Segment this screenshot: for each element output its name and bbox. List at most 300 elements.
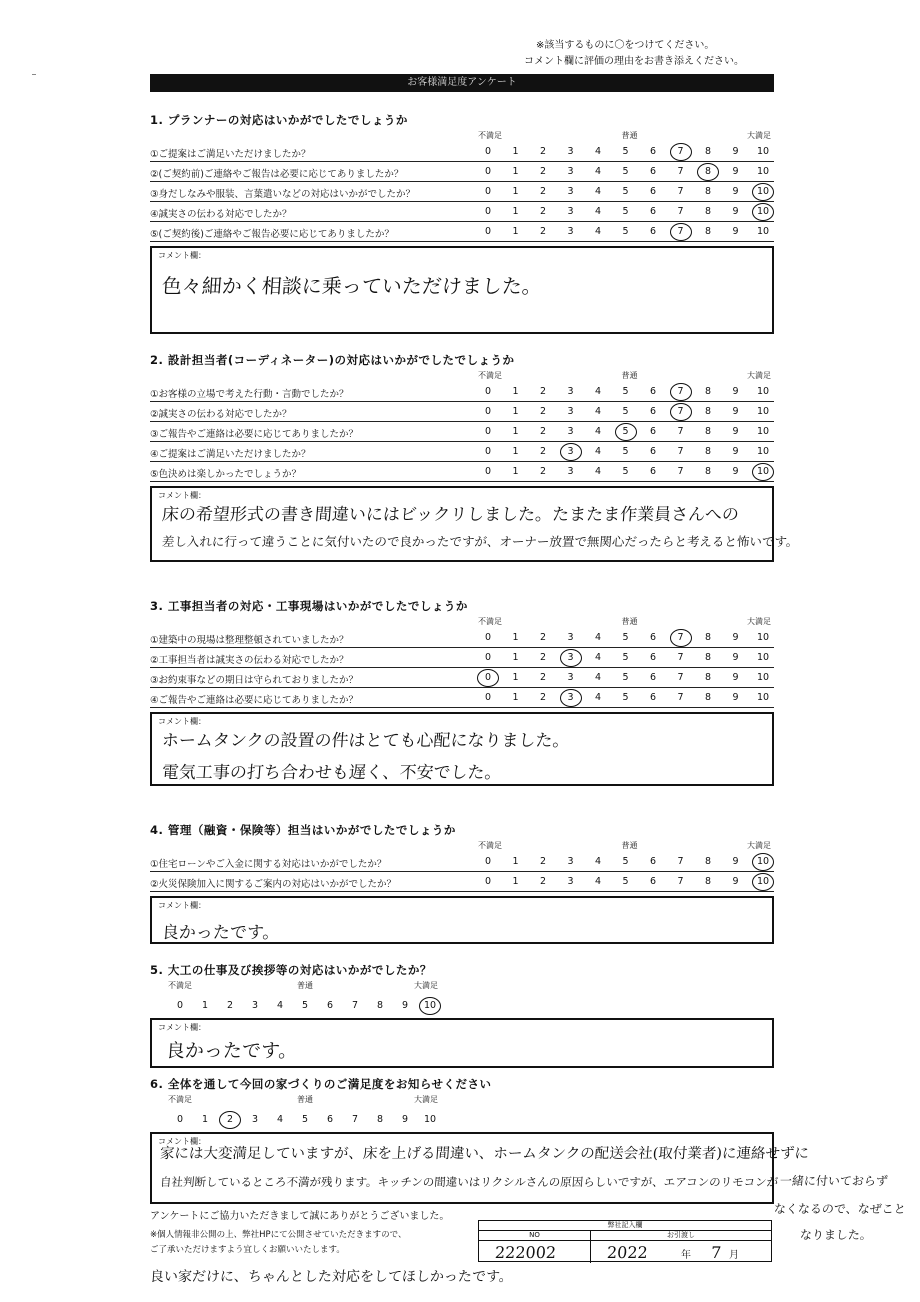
scale-header <box>150 838 774 852</box>
score-option-4[interactable]: 4 <box>594 652 602 663</box>
score-option-4[interactable]: 4 <box>594 386 602 397</box>
scale-label-mid: 普通 <box>621 841 638 850</box>
instruction-note-2: コメント欄に評価の理由をお書き添えください。 <box>524 56 744 67</box>
score-option-3[interactable]: 3 <box>567 166 574 177</box>
selected-score-circle <box>419 997 441 1015</box>
score-option-9[interactable]: 9 <box>732 426 739 437</box>
question-row <box>150 648 774 668</box>
score-option-5[interactable]: 5 <box>301 1114 309 1125</box>
score-option-4[interactable]: 4 <box>594 466 602 477</box>
score-option-8[interactable]: 8 <box>704 426 712 437</box>
question-text: ③身だしなみや服装、言葉遣いなどの対応はいかがでしたか？ <box>150 189 416 200</box>
score-option-9[interactable]: 9 <box>732 386 739 397</box>
score-option-0[interactable]: 0 <box>484 672 492 683</box>
section-designer <box>150 352 800 562</box>
score-option-9[interactable]: 9 <box>732 692 739 703</box>
question-text: ②誠実さの伝わる対応でしたか？ <box>150 409 292 420</box>
score-option-8[interactable]: 8 <box>704 632 712 643</box>
score-option-2[interactable]: 2 <box>539 386 547 397</box>
stamp-year-value: 2022 <box>606 1243 649 1262</box>
score-option-8[interactable]: 8 <box>704 186 712 197</box>
handwritten-comment: 差し入れに行って違うことに気付いたので良かったですが、オーナー放置で無関心だったらと考えると怖いです。 <box>161 534 800 549</box>
score-option-1[interactable]: 1 <box>512 466 519 477</box>
score-option-10[interactable]: 10 <box>756 856 770 867</box>
score-option-10[interactable]: 10 <box>756 426 770 437</box>
score-option-6[interactable]: 6 <box>326 1000 334 1011</box>
office-use-box <box>478 1220 772 1262</box>
score-option-6[interactable]: 6 <box>649 632 657 643</box>
question-text: ②工事担当者は誠実さの伝わる対応でしたか？ <box>150 655 349 666</box>
score-option-1[interactable]: 1 <box>512 166 519 177</box>
question-text: ③ご報告やご連絡は必要に応じてありましたか？ <box>150 429 359 440</box>
score-option-10[interactable]: 10 <box>756 206 770 217</box>
score-option-1[interactable]: 1 <box>201 1000 209 1011</box>
survey-title-banner: お客様満足度アンケート <box>150 74 774 92</box>
stamp-no-label: NO <box>479 1231 591 1241</box>
score-option-0[interactable]: 0 <box>484 166 492 177</box>
question-text: ①ご提案はご満足いただけましたか？ <box>150 149 311 160</box>
score-option-2[interactable]: 2 <box>226 1114 234 1125</box>
score-option-2[interactable]: 2 <box>539 632 547 643</box>
score-option-9[interactable]: 9 <box>732 446 739 457</box>
score-option-1[interactable]: 1 <box>512 856 519 867</box>
score-option-8[interactable]: 8 <box>376 1114 384 1125</box>
score-option-6[interactable]: 6 <box>649 206 657 217</box>
selected-score-circle <box>560 649 582 667</box>
stamp-no-cell <box>479 1241 591 1263</box>
score-option-2[interactable]: 2 <box>539 876 547 887</box>
score-option-2[interactable]: 2 <box>539 856 547 867</box>
selected-score-circle <box>752 853 774 871</box>
overall-comment-box <box>150 1132 810 1204</box>
score-option-6[interactable]: 6 <box>649 146 657 157</box>
comment-label: コメント欄： <box>158 491 206 500</box>
score-option-8[interactable]: 8 <box>704 406 712 417</box>
score-option-9[interactable]: 9 <box>732 186 739 197</box>
handwritten-bottom-note: 良い家だけに、ちゃんとした対応をしてほしかったです。 <box>149 1269 514 1285</box>
score-option-5[interactable]: 5 <box>622 406 629 417</box>
question-row <box>150 442 774 462</box>
score-option-4[interactable]: 4 <box>594 632 602 643</box>
score-option-6[interactable]: 6 <box>649 386 657 397</box>
score-option-10[interactable]: 10 <box>756 632 770 643</box>
score-option-7[interactable]: 7 <box>677 632 684 643</box>
score-option-0[interactable]: 0 <box>484 632 492 643</box>
handwritten-overflow-3: なりました。 <box>799 1228 873 1242</box>
score-option-8[interactable]: 8 <box>704 856 712 867</box>
selected-score-circle <box>670 403 692 421</box>
score-option-10[interactable]: 10 <box>756 672 770 683</box>
score-option-6[interactable]: 6 <box>649 166 657 177</box>
score-option-2[interactable]: 2 <box>539 692 547 703</box>
score-option-10[interactable]: 10 <box>756 466 770 477</box>
score-option-0[interactable]: 0 <box>484 406 492 417</box>
carpenter-comment-box <box>150 1018 774 1068</box>
score-option-5[interactable]: 5 <box>622 632 629 643</box>
score-option-7[interactable]: 7 <box>351 1114 359 1125</box>
handwritten-overflow-2: なくなるので、なぜこと <box>773 1202 907 1216</box>
score-option-1[interactable]: 1 <box>512 186 519 197</box>
score-option-7[interactable]: 7 <box>677 386 684 397</box>
score-option-0[interactable]: 0 <box>484 446 492 457</box>
score-option-9[interactable]: 9 <box>732 206 739 217</box>
score-option-6[interactable]: 6 <box>649 426 657 437</box>
score-option-2[interactable]: 2 <box>539 672 547 683</box>
score-option-0[interactable]: 0 <box>484 692 492 703</box>
selected-score-circle <box>752 873 774 891</box>
score-option-7[interactable]: 7 <box>677 166 684 177</box>
score-option-7[interactable]: 7 <box>677 446 684 457</box>
score-option-5[interactable]: 5 <box>622 386 629 397</box>
score-option-1[interactable]: 1 <box>512 652 519 663</box>
stamp-month-value: 7 <box>710 1243 722 1262</box>
comment-label: コメント欄： <box>158 901 206 910</box>
score-option-3[interactable]: 3 <box>567 856 574 867</box>
score-option-2[interactable]: 2 <box>539 406 547 417</box>
score-option-5[interactable]: 5 <box>622 672 629 683</box>
score-option-7[interactable]: 7 <box>677 226 684 237</box>
score-option-2[interactable]: 2 <box>539 186 547 197</box>
score-option-1[interactable]: 1 <box>512 692 519 703</box>
score-option-5[interactable]: 5 <box>622 226 629 237</box>
stamp-no-value: 222002 <box>494 1243 557 1262</box>
score-option-0[interactable]: 0 <box>484 876 492 887</box>
score-option-5[interactable]: 5 <box>622 692 629 703</box>
question-row <box>150 688 774 708</box>
question-row <box>150 382 774 402</box>
score-option-2[interactable]: 2 <box>539 166 547 177</box>
section-management <box>150 822 774 944</box>
handwritten-comment-line-2: 自社判断しているところ不満が残ります。キッチンの間違いはリクシルさんの原因らしいですが、エアコンのリモコンが <box>159 1175 779 1189</box>
scale-label-high: 大満足 <box>747 131 771 140</box>
score-option-1[interactable]: 1 <box>512 406 519 417</box>
handwritten-comment-line-1: 家には大変満足していますが、床を上げる間違い、ホームタンクの配送会社(取付業者)に連絡せずに <box>159 1146 810 1162</box>
score-option-5[interactable]: 5 <box>301 1000 309 1011</box>
question-row <box>150 222 774 242</box>
score-option-7[interactable]: 7 <box>677 186 684 197</box>
stamp-date-cell <box>591 1241 771 1263</box>
question-text: ①お客様の立場で考えた行動・言動でしたか？ <box>150 389 349 400</box>
score-option-9[interactable]: 9 <box>732 466 739 477</box>
score-option-3[interactable]: 3 <box>567 206 574 217</box>
score-option-3[interactable]: 3 <box>567 146 574 157</box>
score-option-8[interactable]: 8 <box>704 692 712 703</box>
scale-label-low: 不満足 <box>478 371 502 380</box>
score-option-7[interactable]: 7 <box>677 692 684 703</box>
score-option-3[interactable]: 3 <box>567 406 574 417</box>
score-option-6[interactable]: 6 <box>649 226 657 237</box>
selected-score-circle <box>670 383 692 401</box>
stamp-year-unit: 年 <box>681 1250 691 1261</box>
score-option-0[interactable]: 0 <box>484 186 492 197</box>
score-option-8[interactable]: 8 <box>704 166 712 177</box>
scale-label-high: 大満足 <box>414 981 438 990</box>
score-option-7[interactable]: 7 <box>677 406 684 417</box>
score-option-1[interactable]: 1 <box>512 206 519 217</box>
score-option-5[interactable]: 5 <box>622 186 629 197</box>
score-option-8[interactable]: 8 <box>704 652 712 663</box>
score-option-9[interactable]: 9 <box>732 856 739 867</box>
selected-score-circle <box>615 423 637 441</box>
score-option-1[interactable]: 1 <box>512 426 519 437</box>
score-option-4[interactable]: 4 <box>594 426 602 437</box>
score-option-4[interactable]: 4 <box>594 856 602 867</box>
score-option-4[interactable]: 4 <box>594 226 602 237</box>
scale-label-high: 大満足 <box>747 371 771 380</box>
score-option-8[interactable]: 8 <box>376 1000 384 1011</box>
handwritten-comment: 床の希望形式の書き間違いにはビックリしました。たまたま作業員さんへの <box>161 505 740 525</box>
selected-score-circle <box>752 463 774 481</box>
selected-score-circle <box>752 203 774 221</box>
score-option-7[interactable]: 7 <box>677 466 684 477</box>
score-option-2[interactable]: 2 <box>539 466 547 477</box>
instruction-note-1: ※該当するものに〇をつけてください。 <box>536 40 715 51</box>
score-option-3[interactable]: 3 <box>567 226 574 237</box>
score-option-9[interactable]: 9 <box>401 1114 409 1125</box>
score-option-9[interactable]: 9 <box>732 226 739 237</box>
section-construction <box>150 598 774 786</box>
score-option-5[interactable]: 5 <box>622 856 629 867</box>
stamp-month-unit: 月 <box>729 1250 739 1261</box>
score-option-7[interactable]: 7 <box>677 426 684 437</box>
score-option-10[interactable]: 10 <box>756 166 770 177</box>
section-title: 1. プランナーの対応はいかがでしたでしょうか <box>150 113 408 127</box>
score-option-9[interactable]: 9 <box>732 876 739 887</box>
score-option-2[interactable]: 2 <box>539 226 547 237</box>
selected-score-circle <box>477 669 499 687</box>
score-option-0[interactable]: 0 <box>484 652 492 663</box>
score-option-4[interactable]: 4 <box>594 876 602 887</box>
score-option-8[interactable]: 8 <box>704 672 712 683</box>
question-row <box>150 422 774 442</box>
section-title: 3. 工事担当者の対応・工事現場はいかがでしたでしょうか <box>150 599 468 613</box>
scale-label-mid: 普通 <box>621 371 638 380</box>
score-option-8[interactable]: 8 <box>704 446 712 457</box>
score-option-4[interactable]: 4 <box>594 146 602 157</box>
score-option-6[interactable]: 6 <box>649 186 657 197</box>
score-option-9[interactable]: 9 <box>732 632 739 643</box>
score-option-8[interactable]: 8 <box>704 876 712 887</box>
score-option-1[interactable]: 1 <box>512 226 519 237</box>
section-title: 2. 設計担当者(コーディネーター)の対応はいかがでしたでしょうか <box>150 353 515 367</box>
comment-box <box>150 246 774 334</box>
score-option-4[interactable]: 4 <box>276 1000 284 1011</box>
score-option-10[interactable]: 10 <box>756 146 770 157</box>
score-option-4[interactable]: 4 <box>594 672 602 683</box>
score-option-8[interactable]: 8 <box>704 386 712 397</box>
score-option-0[interactable]: 0 <box>484 466 492 477</box>
score-option-4[interactable]: 4 <box>594 446 602 457</box>
score-option-1[interactable]: 1 <box>512 876 519 887</box>
score-option-4[interactable]: 4 <box>594 406 602 417</box>
score-option-5[interactable]: 5 <box>622 652 629 663</box>
score-option-7[interactable]: 7 <box>351 1000 359 1011</box>
score-option-1[interactable]: 1 <box>512 446 519 457</box>
question-row <box>150 628 774 648</box>
score-option-7[interactable]: 7 <box>677 672 684 683</box>
handwritten-comment: 電気工事の打ち合わせも遅く、不安でした。 <box>161 763 503 783</box>
question-row <box>150 668 774 688</box>
score-option-5[interactable]: 5 <box>622 426 629 437</box>
score-option-10[interactable]: 10 <box>756 386 770 397</box>
selected-score-circle <box>670 143 692 161</box>
score-option-8[interactable]: 8 <box>704 226 712 237</box>
score-option-0[interactable]: 0 <box>176 1114 184 1125</box>
carpenter-scale <box>150 980 450 1020</box>
score-option-6[interactable]: 6 <box>649 466 657 477</box>
score-option-4[interactable]: 4 <box>594 206 602 217</box>
score-option-9[interactable]: 9 <box>732 166 739 177</box>
comment-label: コメント欄： <box>158 251 206 260</box>
selected-score-circle <box>560 689 582 707</box>
office-use-header: 弊社記入欄 <box>479 1221 771 1231</box>
score-option-1[interactable]: 1 <box>512 386 519 397</box>
score-option-3[interactable]: 3 <box>567 876 574 887</box>
score-option-5[interactable]: 5 <box>622 206 629 217</box>
score-option-4[interactable]: 4 <box>594 186 602 197</box>
scale-label-high: 大満足 <box>747 841 771 850</box>
overall-scale <box>150 1094 450 1134</box>
scale-label-mid: 普通 <box>621 617 638 626</box>
question-text: ④誠実さの伝わる対応でしたか？ <box>150 209 292 220</box>
score-option-3[interactable]: 3 <box>567 652 574 663</box>
question-text: ⑤色決めは楽しかったでしょうか？ <box>150 469 302 480</box>
score-option-6[interactable]: 6 <box>649 446 657 457</box>
score-option-6[interactable]: 6 <box>649 672 657 683</box>
score-option-10[interactable]: 10 <box>756 446 770 457</box>
score-option-5[interactable]: 5 <box>622 466 629 477</box>
score-option-10[interactable]: 10 <box>423 1000 437 1011</box>
score-option-7[interactable]: 7 <box>677 652 684 663</box>
score-option-3[interactable]: 3 <box>567 386 574 397</box>
score-option-0[interactable]: 0 <box>484 206 492 217</box>
score-option-4[interactable]: 4 <box>276 1114 284 1125</box>
score-option-4[interactable]: 4 <box>594 166 602 177</box>
comment-label: コメント欄： <box>158 717 206 726</box>
score-option-9[interactable]: 9 <box>401 1000 409 1011</box>
stamp-date-label: お引渡し <box>591 1231 771 1241</box>
score-option-8[interactable]: 8 <box>704 146 712 157</box>
score-option-10[interactable]: 10 <box>756 692 770 703</box>
score-option-8[interactable]: 8 <box>704 466 712 477</box>
score-option-10[interactable]: 10 <box>756 186 770 197</box>
score-option-1[interactable]: 1 <box>201 1114 209 1125</box>
question-text: ④ご提案はご満足いただけましたか？ <box>150 449 311 460</box>
score-option-3[interactable]: 3 <box>567 446 574 457</box>
score-option-3[interactable]: 3 <box>567 692 574 703</box>
scale-label-low: 不満足 <box>168 1095 192 1104</box>
score-option-6[interactable]: 6 <box>326 1114 334 1125</box>
score-option-10[interactable]: 10 <box>756 652 770 663</box>
score-option-5[interactable]: 5 <box>622 876 629 887</box>
score-option-2[interactable]: 2 <box>539 206 547 217</box>
score-option-3[interactable]: 3 <box>251 1000 259 1011</box>
handwritten-comment: 色々細かく相談に乗っていただけました。 <box>161 274 543 298</box>
score-option-3[interactable]: 3 <box>567 426 574 437</box>
score-option-1[interactable]: 1 <box>512 632 519 643</box>
score-option-7[interactable]: 7 <box>677 876 684 887</box>
handwritten-comment: 良かったです。 <box>161 923 281 943</box>
score-option-3[interactable]: 3 <box>567 672 574 683</box>
score-option-5[interactable]: 5 <box>622 146 629 157</box>
score-option-0[interactable]: 0 <box>484 146 492 157</box>
score-option-8[interactable]: 8 <box>704 206 712 217</box>
score-option-6[interactable]: 6 <box>649 406 657 417</box>
score-option-3[interactable]: 3 <box>251 1114 259 1125</box>
score-option-1[interactable]: 1 <box>512 146 519 157</box>
score-option-7[interactable]: 7 <box>677 146 684 157</box>
score-option-6[interactable]: 6 <box>649 692 657 703</box>
scale-label-low: 不満足 <box>478 617 502 626</box>
score-option-6[interactable]: 6 <box>649 856 657 867</box>
selected-score-circle <box>560 443 582 461</box>
thanks-message: アンケートにご協力いただきまして誠にありがとうございました。 <box>150 1211 450 1222</box>
score-option-6[interactable]: 6 <box>649 876 657 887</box>
score-option-9[interactable]: 9 <box>732 406 739 417</box>
scale-header <box>150 614 774 628</box>
scale-label-high: 大満足 <box>414 1095 438 1104</box>
score-option-6[interactable]: 6 <box>649 652 657 663</box>
question-text: ①住宅ローンやご入金に関する対応はいかがでしたか？ <box>150 859 387 870</box>
score-option-2[interactable]: 2 <box>539 446 547 457</box>
score-option-9[interactable]: 9 <box>732 672 739 683</box>
score-option-3[interactable]: 3 <box>567 186 574 197</box>
question-row <box>150 182 774 202</box>
score-option-5[interactable]: 5 <box>622 446 629 457</box>
score-option-10[interactable]: 10 <box>756 226 770 237</box>
section-carpenter-title: 5. 大工の仕事及び挨拶等の対応はいかがでしたか？ <box>150 963 432 977</box>
score-option-3[interactable]: 3 <box>567 632 574 643</box>
handwritten-overflow-1: 一緒に付いておらず <box>779 1174 889 1188</box>
privacy-note-1: ※個人情報非公開の上、弊社HPにて公開させていただきますので、 <box>150 1230 407 1240</box>
question-text: ④ご報告やご連絡は必要に応じてありましたか？ <box>150 695 359 706</box>
score-option-4[interactable]: 4 <box>594 692 602 703</box>
comment-box <box>150 896 774 944</box>
score-option-0[interactable]: 0 <box>176 1000 184 1011</box>
comment-label: コメント欄： <box>158 1023 206 1032</box>
scale-label-high: 大満足 <box>747 617 771 626</box>
score-option-3[interactable]: 3 <box>567 466 574 477</box>
scale-label-low: 不満足 <box>478 131 502 140</box>
comment-box <box>150 486 800 562</box>
question-row <box>150 162 774 182</box>
question-row <box>150 402 774 422</box>
selected-score-circle <box>752 183 774 201</box>
score-option-9[interactable]: 9 <box>732 652 739 663</box>
question-row <box>150 852 774 872</box>
score-option-2[interactable]: 2 <box>539 146 547 157</box>
score-option-10[interactable]: 10 <box>756 406 770 417</box>
score-option-5[interactable]: 5 <box>622 166 629 177</box>
score-option-0[interactable]: 0 <box>484 426 492 437</box>
score-option-2[interactable]: 2 <box>539 652 547 663</box>
score-option-7[interactable]: 7 <box>677 206 684 217</box>
score-option-9[interactable]: 9 <box>732 146 739 157</box>
score-option-2[interactable]: 2 <box>539 426 547 437</box>
score-option-0[interactable]: 0 <box>484 226 492 237</box>
score-option-7[interactable]: 7 <box>677 856 684 867</box>
scale-header <box>150 368 774 382</box>
score-option-0[interactable]: 0 <box>484 386 492 397</box>
score-option-1[interactable]: 1 <box>512 672 519 683</box>
score-option-0[interactable]: 0 <box>484 856 492 867</box>
handwritten-comment: ホームタンクの設置の件はとても心配になりました。 <box>161 731 571 751</box>
score-option-10[interactable]: 10 <box>423 1114 437 1125</box>
selected-score-circle <box>670 629 692 647</box>
scale-header <box>150 128 774 142</box>
score-option-2[interactable]: 2 <box>226 1000 234 1011</box>
score-option-10[interactable]: 10 <box>756 876 770 887</box>
